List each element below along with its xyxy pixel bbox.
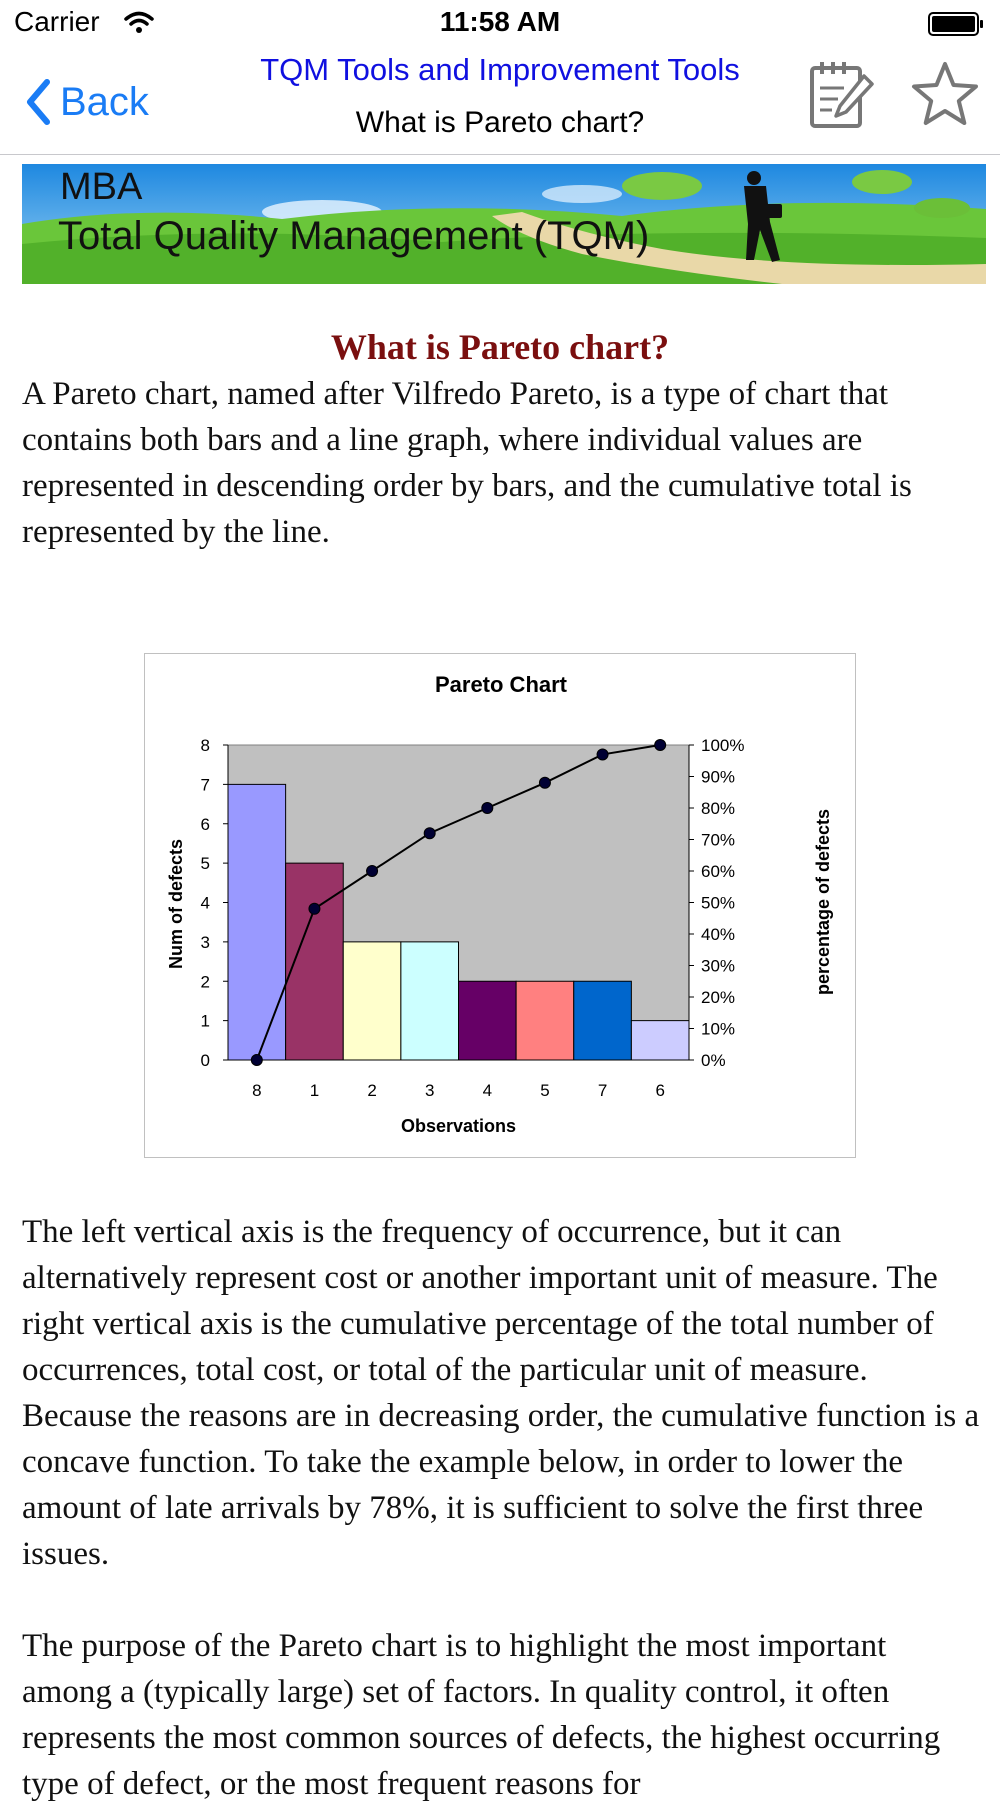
y-tick-label: 2 <box>200 972 210 992</box>
y2-tick-label: 40% <box>701 925 736 944</box>
y2-tick-label: 30% <box>701 956 736 976</box>
cumulative-point <box>597 749 608 760</box>
chart-bar <box>574 981 632 1060</box>
status-bar <box>0 0 1000 50</box>
y-tick-label: 3 <box>200 932 210 952</box>
y2-tick-label: 50% <box>701 893 736 913</box>
navigation-bar <box>0 50 1000 155</box>
y-axis-title: Num of defects <box>166 838 186 970</box>
chart-bar <box>516 981 574 1060</box>
banner-line-1: MBA <box>60 166 143 208</box>
y2-tick-label: 70% <box>701 830 736 850</box>
star-icon[interactable] <box>910 60 980 128</box>
y2-tick-label: 0% <box>701 1051 726 1070</box>
chart-bar <box>228 784 286 1060</box>
y2-tick-label: 90% <box>701 767 736 787</box>
back-button[interactable] <box>26 72 149 132</box>
carrier-label: Carrier <box>14 6 100 37</box>
battery-icon <box>928 12 984 36</box>
pareto-chart-svg <box>145 654 855 1157</box>
notes-icon[interactable] <box>808 58 874 130</box>
y2-axis-title: percentage of defects <box>813 808 833 996</box>
cumulative-point <box>251 1055 262 1066</box>
chart-bar <box>631 1021 689 1060</box>
tqm-banner <box>22 164 986 284</box>
cumulative-point <box>309 903 320 914</box>
chart-bar <box>459 981 517 1060</box>
x-tick-label: 6 <box>655 1081 665 1100</box>
back-button-label: Back <box>60 79 149 124</box>
y2-tick-label: 80% <box>701 799 736 818</box>
x-tick-label: 5 <box>540 1081 550 1100</box>
y2-tick-label: 60% <box>701 862 736 881</box>
chart-title: Pareto Chart <box>434 672 568 697</box>
article-heading: What is Pareto chart? <box>330 327 670 367</box>
nav-title: TQM Tools and Improvement Tools <box>260 52 740 87</box>
pareto-chart <box>144 653 856 1158</box>
cumulative-point <box>655 740 666 751</box>
y2-tick-label: 100% <box>701 736 745 755</box>
cumulative-point <box>367 866 378 877</box>
clock: 11:58 AM <box>439 6 561 37</box>
y-tick-label: 8 <box>200 736 210 755</box>
x-tick-label: 1 <box>309 1081 320 1100</box>
x-tick-label: 7 <box>597 1081 608 1100</box>
nav-subtitle: What is Pareto chart? <box>355 106 645 139</box>
cumulative-point <box>482 803 493 814</box>
chevron-left-icon <box>26 78 50 126</box>
y2-tick-label: 10% <box>701 1019 736 1039</box>
y-tick-label: 5 <box>200 854 210 874</box>
article-paragraph: The purpose of the Pareto chart is to highlight the most important among a (typically large) set of factors. In quality control, it often represents the most common sources of defects, the highest occurring type of defect, or the most frequent reasons for <box>22 1628 941 1802</box>
y2-tick-label: 20% <box>701 988 736 1007</box>
x-tick-label: 2 <box>367 1081 377 1100</box>
chart-bar <box>343 942 401 1060</box>
article-paragraph: A Pareto chart, named after Vilfredo Pareto, is a type of chart that contains both bars and a line graph, where individual values are represented in descending order by bars, and the cumulative total is represented by the line. <box>22 376 912 550</box>
x-tick-label: 4 <box>482 1081 493 1100</box>
y-tick-label: 0 <box>200 1051 210 1070</box>
y-tick-label: 6 <box>200 814 210 834</box>
x-axis-title: Observations <box>400 1116 517 1136</box>
x-tick-label: 8 <box>252 1081 262 1100</box>
cumulative-point <box>424 828 435 839</box>
banner-line-2: Total Quality Management (TQM) <box>58 214 650 258</box>
x-tick-label: 3 <box>424 1081 435 1100</box>
y-tick-label: 1 <box>200 1011 210 1031</box>
article-paragraph: The left vertical axis is the frequency of occurrence, but it can alternatively represent cost or another important unit of measure. The right vertical axis is the cumulative percentage of the total number of occurrences, total cost, or total of the particular unit of measure. Because the reasons are in decreasing order, the cumulative function is a concave function. To take the example below, in order to lower the amount of late arrivals by 78%, it is sufficient to solve the first three issues. <box>22 1214 980 1572</box>
chart-bar <box>401 942 459 1060</box>
y-tick-label: 7 <box>200 775 210 795</box>
y-tick-label: 4 <box>200 893 210 913</box>
cumulative-point <box>539 777 550 788</box>
